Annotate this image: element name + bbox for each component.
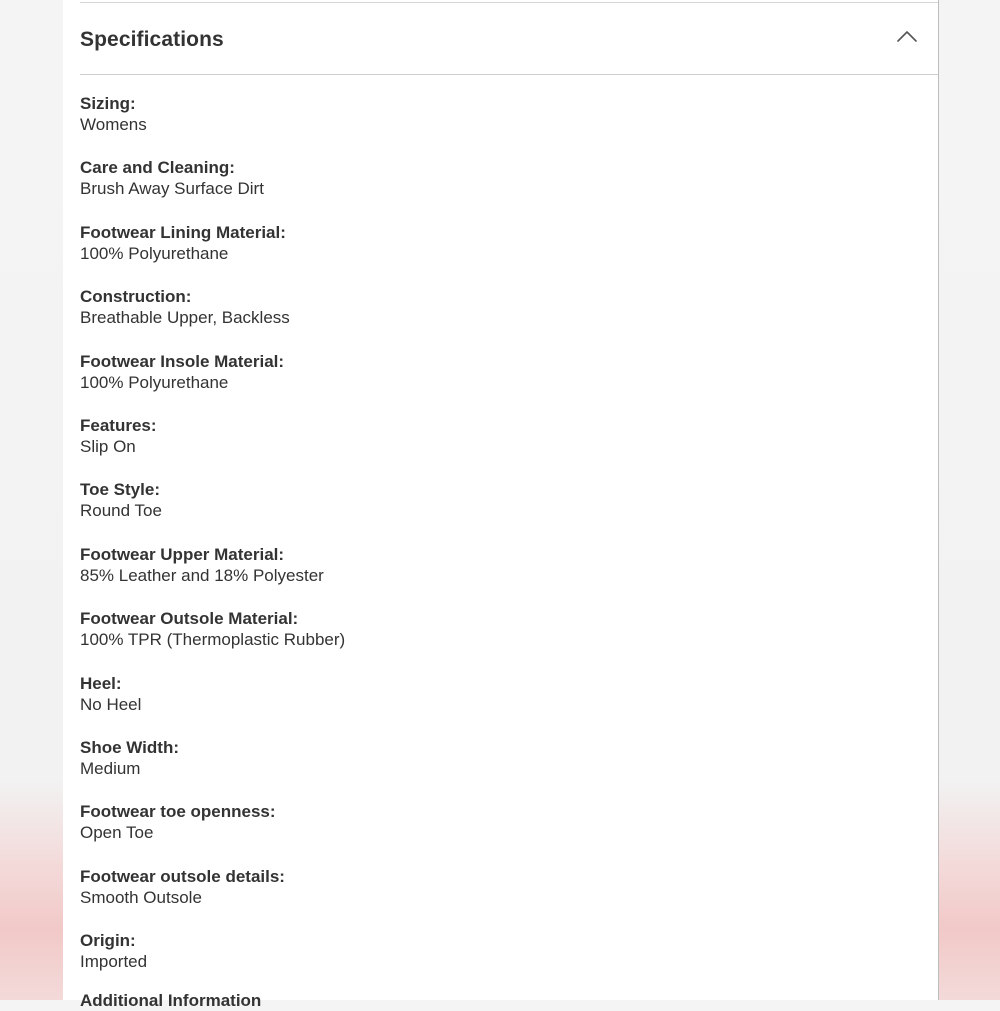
spec-label: Footwear Upper Material: — [80, 544, 285, 564]
spec-label: Construction: — [80, 287, 192, 307]
spec-value: Brush Away Surface Dirt — [80, 179, 264, 199]
specifications-accordion-header[interactable] — [80, 3, 938, 75]
spec-item — [80, 351, 345, 415]
spec-list — [80, 93, 345, 994]
specifications-panel — [63, 0, 939, 1010]
spec-label: Footwear outsole details: — [80, 866, 285, 886]
spec-item — [80, 544, 345, 608]
spec-value: Slip On — [80, 436, 136, 456]
spec-value: No Heel — [80, 694, 142, 714]
spec-label: Origin: — [80, 931, 136, 951]
spec-value: 100% Polyurethane — [80, 243, 229, 263]
spec-label: Heel: — [80, 673, 122, 693]
section-title: Specifications — [80, 28, 224, 51]
spec-item — [80, 157, 345, 221]
spec-label: Footwear Outsole Material: — [80, 609, 299, 629]
spec-item — [80, 608, 345, 672]
spec-item — [80, 930, 345, 994]
spec-value: 100% Polyurethane — [80, 372, 229, 392]
spec-value: Womens — [80, 115, 147, 134]
chevron-up-icon[interactable] — [896, 29, 918, 43]
spec-value: Medium — [80, 758, 141, 778]
spec-value: 100% TPR (Thermoplastic Rubber) — [80, 630, 346, 650]
spec-label: Features: — [80, 415, 157, 435]
spec-value: Smooth Outsole — [80, 887, 202, 907]
spec-label: Sizing: — [80, 94, 136, 113]
spec-label: Footwear toe openness: — [80, 802, 276, 822]
spec-value: Imported — [80, 952, 148, 972]
spec-item — [80, 479, 345, 543]
spec-item — [80, 737, 345, 801]
spec-item — [80, 286, 345, 350]
spec-item — [80, 866, 345, 930]
spec-label: Toe Style: — [80, 480, 160, 500]
spec-label: Shoe Width: — [80, 737, 179, 757]
spec-label: Footwear Insole Material: — [80, 351, 285, 371]
additional-information-heading: Additional Information — [80, 991, 262, 1010]
spec-label: Footwear Lining Material: — [80, 222, 286, 242]
spec-item — [80, 415, 345, 479]
spec-label: Care and Cleaning: — [80, 158, 235, 178]
spec-item — [80, 801, 345, 865]
spec-value: 85% Leather and 18% Polyester — [80, 565, 324, 585]
spec-item — [80, 673, 345, 737]
spec-item — [80, 93, 345, 157]
spec-item — [80, 222, 345, 286]
spec-value: Open Toe — [80, 823, 154, 843]
spec-value: Round Toe — [80, 501, 162, 521]
spec-value: Breathable Upper, Backless — [80, 308, 290, 328]
